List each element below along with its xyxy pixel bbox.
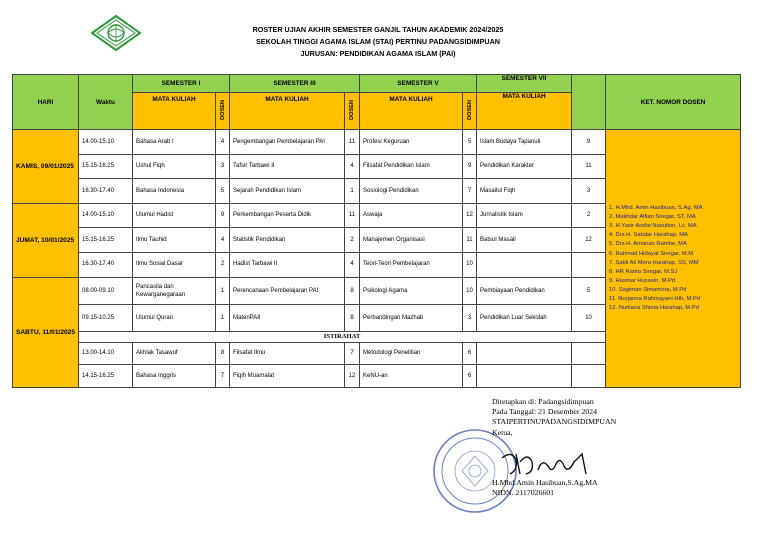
lecturer-number: 11 bbox=[463, 228, 477, 253]
lecturer-entry: 12. Nurliana Shinta Harahap, M.Pd bbox=[609, 305, 699, 312]
course-cell: Pembiayaan Pendidikan bbox=[477, 277, 572, 305]
course-cell: Ilmu Tauhid bbox=[133, 228, 216, 253]
course-cell: Manajemen Organisasi bbox=[360, 228, 463, 253]
sign-place: Ditetapkan di: Padangsidimpuan bbox=[492, 397, 594, 406]
exam-roster-table bbox=[12, 74, 741, 388]
course-cell bbox=[477, 365, 572, 388]
lecturer-number: 2 bbox=[572, 203, 606, 228]
header-semester-1: SEMESTER I bbox=[133, 75, 230, 93]
header-mk-5: MATA KULIAH bbox=[360, 93, 463, 130]
course-cell: Statistik Pendidikan bbox=[230, 228, 345, 253]
course-cell: Aswaja bbox=[360, 203, 463, 228]
sign-nidn: NIDN. 2117026601 bbox=[492, 488, 555, 498]
course-cell: Sejarah Pendidikan Islam bbox=[230, 179, 345, 204]
time-cell: 16.30-17.40 bbox=[79, 252, 133, 277]
lecturer-number bbox=[572, 342, 606, 365]
course-cell: Profesi Keguruan bbox=[360, 130, 463, 155]
lecturer-number: 2 bbox=[216, 252, 230, 277]
course-cell: Ulumul Hadist bbox=[133, 203, 216, 228]
lecturer-entry: 9. Hasmar Hussein, M.Pd bbox=[609, 277, 676, 284]
course-cell: Filsafat Pendidikan Islam bbox=[360, 154, 463, 179]
lecturer-number: 9 bbox=[463, 154, 477, 179]
header-hari: HARI bbox=[13, 75, 79, 130]
course-cell: Perkembangan Peserta Didik bbox=[230, 203, 345, 228]
lecturer-number: 9 bbox=[572, 130, 606, 155]
lecturer-number: 11 bbox=[345, 130, 360, 155]
header-mk-3: MATA KULIAH bbox=[230, 93, 345, 130]
lecturer-number: 1 bbox=[345, 179, 360, 204]
header-mk-7: MATA KULIAH bbox=[477, 93, 572, 130]
sign-institution: STAIPERTINUPADANGSIDIMPUAN bbox=[492, 417, 617, 427]
lecturer-number bbox=[572, 252, 606, 277]
header-blank bbox=[572, 75, 606, 130]
lecturer-number: 9 bbox=[216, 203, 230, 228]
lecturer-number: 4 bbox=[345, 252, 360, 277]
header-dosen-5: DOSEN bbox=[463, 93, 477, 130]
sign-name: H.Mhd.Amin Hasibuan,S.Ag,MA bbox=[492, 477, 598, 487]
course-cell: Masailul Fiqh bbox=[477, 179, 572, 204]
sign-role: Ketua, bbox=[492, 427, 513, 437]
course-cell: Perencanaan Pembelajaran PAI bbox=[230, 277, 345, 305]
course-cell: KeNU-an bbox=[360, 365, 463, 388]
header-dosen-3: DOSEN bbox=[345, 93, 360, 130]
lecturer-number: 12 bbox=[463, 203, 477, 228]
course-cell: Tafsir Tarbawi II bbox=[230, 154, 345, 179]
course-cell: Pendidikan Luar Sekolah bbox=[477, 305, 572, 332]
lecturer-number: 11 bbox=[572, 154, 606, 179]
lecturer-number: 11 bbox=[345, 203, 360, 228]
course-cell: Pancasila dan Kewarganegaraan bbox=[133, 277, 216, 305]
course-cell: Ushul Fiqh bbox=[133, 154, 216, 179]
course-cell: Islam Budaya Tapanuli bbox=[477, 130, 572, 155]
time-cell: 15.15-16.25 bbox=[79, 154, 133, 179]
course-cell: Sosiologi Pendidikan bbox=[360, 179, 463, 204]
header-semester-5: SEMESTER V bbox=[360, 75, 477, 93]
lecturer-number: 4 bbox=[345, 154, 360, 179]
lecturer-number: 7 bbox=[216, 365, 230, 388]
lecturer-number: 5 bbox=[463, 130, 477, 155]
sign-date: Pada Tanggal: 21 Desember 2024 bbox=[492, 407, 597, 417]
header-semester-7: SEMESTER VII bbox=[477, 75, 572, 93]
lecturer-number: 8 bbox=[345, 305, 360, 332]
document-header bbox=[180, 24, 576, 60]
lecturer-entry: 10. Sagiman Simamora, M.Pd bbox=[609, 286, 687, 293]
time-cell: 14.00-15.10 bbox=[79, 203, 133, 228]
time-cell: 14.00-15.10 bbox=[79, 130, 133, 155]
course-cell: Pendidikan Karakter bbox=[477, 154, 572, 179]
lecturer-number: 10 bbox=[463, 252, 477, 277]
lecturer-list bbox=[606, 130, 741, 388]
header-dosen-1: DOSEN bbox=[216, 93, 230, 130]
lecturer-number: 1 bbox=[216, 305, 230, 332]
course-cell: Bahasa Indonesia bbox=[133, 179, 216, 204]
lecturer-number: 6 bbox=[463, 342, 477, 365]
header-title: ROSTER UJIAN AKHIR SEMESTER GANJIL TAHUN AKADEMIK 2024/2025 bbox=[252, 25, 504, 34]
course-cell: Pengembangan Pembelajaran PAI bbox=[230, 130, 345, 155]
header-institution: SEKOLAH TINGGI AGAMA ISLAM (STAI) PERTINU PADANGSIDIMPUAN bbox=[256, 37, 500, 46]
course-cell: Perbandingan Mazhab bbox=[360, 305, 463, 332]
course-cell: Akhlak Tasawuf bbox=[133, 342, 216, 365]
lecturer-number: 7 bbox=[345, 342, 360, 365]
day-jumat: JUMAT, 10/01/2025 bbox=[13, 203, 79, 277]
lecturer-entry: 7. Sakti Ali Mora Harahap, SS, MM bbox=[609, 259, 699, 266]
header-ket: KET. NOMOR DOSEN bbox=[606, 75, 741, 130]
lecturer-number: 8 bbox=[345, 277, 360, 305]
course-cell: Psikologi Agama bbox=[360, 277, 463, 305]
course-cell: Batsul Masail bbox=[477, 228, 572, 253]
header-department: JURUSAN: PENDIDIKAN AGAMA ISLAM (PAI) bbox=[300, 49, 456, 58]
time-cell: 15.15-16.25 bbox=[79, 228, 133, 253]
time-cell: 08.00-09.10 bbox=[79, 277, 133, 305]
lecturer-number: 3 bbox=[572, 179, 606, 204]
course-cell: Teori-Teori Pembelajaran bbox=[360, 252, 463, 277]
time-cell: 16.30-17.40 bbox=[79, 179, 133, 204]
course-cell bbox=[477, 252, 572, 277]
lecturer-entry: 11. Nurjanna Rahmayani Htb, M.Pd bbox=[609, 295, 701, 302]
lecturer-number: 12 bbox=[572, 228, 606, 253]
course-cell: Metodologi Penelitian bbox=[360, 342, 463, 365]
time-cell: 09.15-10.25 bbox=[79, 305, 133, 332]
day-sabtu: SABTU, 11/01/2025 bbox=[13, 277, 79, 388]
day-kamis: KAMIS, 09/01/2025 bbox=[13, 130, 79, 204]
break-row: ISTIRAHAT bbox=[79, 331, 606, 342]
lecturer-entry: 5. Drs.H. Amanan Rambe, MA bbox=[609, 241, 687, 248]
header-semester-3: SEMESTER III bbox=[230, 75, 360, 93]
lecturer-number bbox=[572, 365, 606, 388]
institution-logo bbox=[91, 15, 141, 51]
lecturer-number: 5 bbox=[572, 277, 606, 305]
course-cell: MateriPAII bbox=[230, 305, 345, 332]
lecturer-number: 6 bbox=[463, 365, 477, 388]
course-cell: Filsafat Ilmu bbox=[230, 342, 345, 365]
lecturer-number: 7 bbox=[463, 179, 477, 204]
lecturer-entry: 1. H.Mhd. Amin Hasibuan, S.Ag, MA bbox=[609, 205, 703, 212]
signature-block bbox=[492, 397, 616, 498]
course-cell: Ulumul Quran bbox=[133, 305, 216, 332]
time-cell: 13.00-14.10 bbox=[79, 342, 133, 365]
lecturer-number: 10 bbox=[572, 305, 606, 332]
course-cell: Hadist Tarbawi II bbox=[230, 252, 345, 277]
lecturer-entry: 4. Drs.H. Sabdar Harahap, MA bbox=[609, 232, 688, 239]
lecturer-number: 3 bbox=[216, 154, 230, 179]
lecturer-entry: 8. HR Ranto Siregar, M.S.I bbox=[609, 268, 678, 275]
lecturer-entry: 3. H.Yasir Arafat Nasution, Lc, MA bbox=[609, 223, 697, 230]
course-cell: Jurnalistik Islam bbox=[477, 203, 572, 228]
time-cell: 14.15-16.25 bbox=[79, 365, 133, 388]
lecturer-entry: 2. Makhdar Alfian Siregar, ST, MA bbox=[609, 214, 696, 221]
lecturer-number: 4 bbox=[216, 228, 230, 253]
lecturer-entry: 6. Rahmad Hidayat Siregar, M.M bbox=[609, 250, 694, 257]
course-cell: Bahasa Inggris bbox=[133, 365, 216, 388]
lecturer-number: 1 bbox=[216, 277, 230, 305]
lecturer-number: 2 bbox=[345, 228, 360, 253]
lecturer-number: 10 bbox=[463, 277, 477, 305]
lecturer-number: 12 bbox=[345, 365, 360, 388]
lecturer-number: 8 bbox=[216, 342, 230, 365]
header-mk-1: MATA KULIAH bbox=[133, 93, 216, 130]
course-cell: Fiqih Muamalat bbox=[230, 365, 345, 388]
course-cell: Bahasa Arab I bbox=[133, 130, 216, 155]
lecturer-number: 5 bbox=[216, 179, 230, 204]
course-cell: Ilmu Sosial Dasar bbox=[133, 252, 216, 277]
header-waktu: Waktu bbox=[79, 75, 133, 130]
lecturer-number: 4 bbox=[216, 130, 230, 155]
lecturer-number: 3 bbox=[463, 305, 477, 332]
course-cell bbox=[477, 342, 572, 365]
